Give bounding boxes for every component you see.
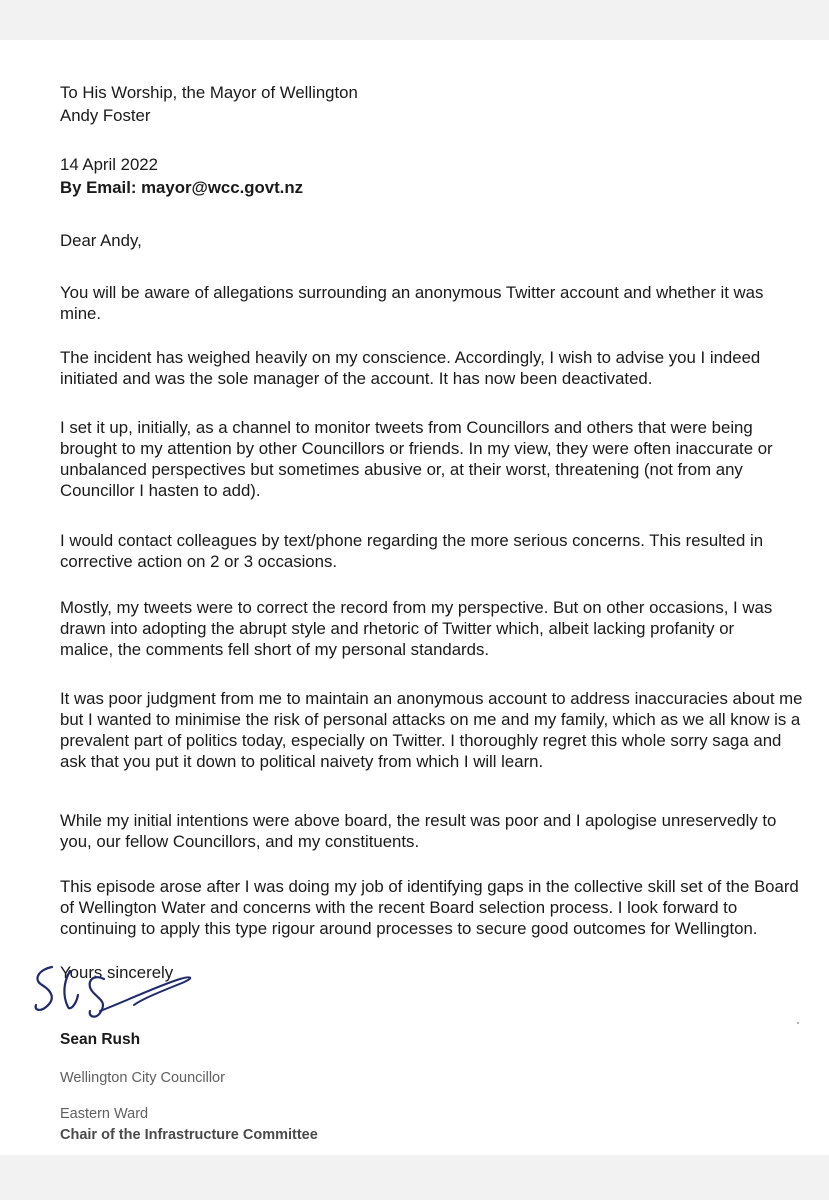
paragraph-line: malice, the comments fell short of my personal standards. xyxy=(60,640,490,659)
scan-speck xyxy=(797,1022,799,1024)
signer-name: Sean Rush xyxy=(60,1031,141,1048)
salutation: Dear Andy, xyxy=(60,231,142,250)
paragraph-line: initiated and was the sole manager of the account. It has now been deactivated. xyxy=(60,369,653,388)
paragraph-line: brought to my attention by other Councillors or friends. In my view, they were often inaccurate or xyxy=(60,439,773,458)
paragraph-line: mine. xyxy=(60,304,102,323)
paragraph-line: ask that you put it down to political naivety from which I will learn. xyxy=(60,752,544,771)
closing: Yours sincerely xyxy=(60,963,174,982)
paragraph-line: This episode arose after I was doing my job of identifying gaps in the collective skill set of the Board xyxy=(60,877,799,896)
paragraph-line: corrective action on 2 or 3 occasions. xyxy=(60,552,338,571)
paragraph-line: continuing to apply this type rigour around processes to secure good outcomes for Wellington. xyxy=(60,919,758,938)
paragraph-line: I set it up, initially, as a channel to monitor tweets from Councillors and others that were being xyxy=(60,418,753,437)
paragraph-line: of Wellington Water and concerns with the recent Board selection process. I look forward to xyxy=(60,898,738,917)
email-line: By Email: mayor@wcc.govt.nz xyxy=(60,178,303,197)
paragraph-line: While my initial intentions were above board, the result was poor and I apologise unreservedly to xyxy=(60,811,777,830)
signer-ward: Eastern Ward xyxy=(60,1106,149,1122)
paragraph-3 xyxy=(60,417,790,501)
paragraph-line: I would contact colleagues by text/phone regarding the more serious concerns. This resulted in xyxy=(60,531,764,550)
paragraph-line: Mostly, my tweets were to correct the record from my perspective. But on other occasions, I was xyxy=(60,598,773,617)
paragraph-line: but I wanted to minimise the risk of personal attacks on me and my family, which as we all know is a xyxy=(60,710,801,729)
addressee-line-1: To His Worship, the Mayor of Wellington xyxy=(60,83,358,102)
paragraph-line: Councillor I hasten to add). xyxy=(60,481,261,500)
letter-date: 14 April 2022 xyxy=(60,155,158,174)
signer-title: Wellington City Councillor xyxy=(60,1070,225,1086)
paragraph-2 xyxy=(60,347,790,389)
paragraph-line: you, our fellow Councillors, and my constituents. xyxy=(60,832,420,851)
paragraph-7 xyxy=(60,810,790,852)
letter-page xyxy=(0,40,829,1155)
paragraph-line: It was poor judgment from me to maintain an anonymous account to address inaccuracies about me xyxy=(60,689,803,708)
paragraph-line: drawn into adopting the abrupt style and rhetoric of Twitter which, albeit lacking profanity or xyxy=(60,619,735,638)
addressee-line-2: Andy Foster xyxy=(60,106,151,125)
paragraph-1 xyxy=(60,282,790,324)
paragraph-4 xyxy=(60,530,790,572)
paragraph-line: unbalanced perspectives but sometimes abusive or, at their worst, threatening (not from any xyxy=(60,460,743,479)
paragraph-line: The incident has weighed heavily on my conscience. Accordingly, I wish to advise you I indeed xyxy=(60,348,761,367)
paragraph-line: You will be aware of allegations surrounding an anonymous Twitter account and whether it was xyxy=(60,283,764,302)
paragraph-5 xyxy=(60,597,790,660)
paragraph-8 xyxy=(60,876,799,939)
paragraph-6 xyxy=(60,688,803,772)
handwritten-signature xyxy=(30,955,210,1025)
paragraph-line: prevalent part of politics today, especially on Twitter. I thoroughly regret this whole sorry saga and xyxy=(60,731,782,750)
signer-role: Chair of the Infrastructure Committee xyxy=(60,1127,318,1143)
